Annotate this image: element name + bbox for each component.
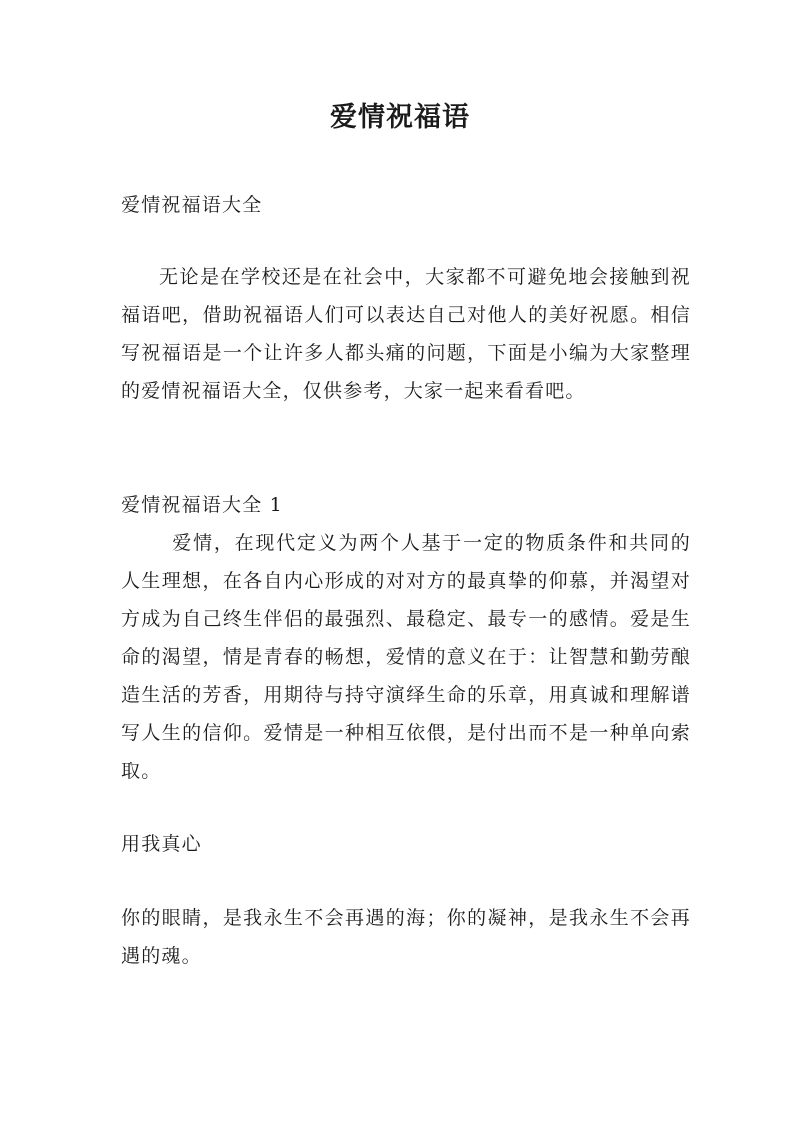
item-paragraph-1: 你的眼睛，是我永生不会再遇的海；你的凝神，是我永生不会再遇的魂。 (121, 907, 691, 967)
intro-paragraph: 无论是在学校还是在社会中，大家都不可避免地会接触到祝福语吧，借助祝福语人们可以表达自己对他人的美好祝愿。相信写祝福语是一个让许多人都头痛的问题，下面是小编为大家整理的爱情祝福语大全，仅供参考，大家一起来看看吧。 (121, 266, 691, 402)
subtitle: 爱情祝福语大全 (121, 194, 263, 216)
section-heading-1: 爱情祝福语大全 1 (121, 494, 283, 516)
section-paragraph-1: 爱情，在现代定义为两个人基于一定的物质条件和共同的人生理想，在各自内心形成的对对方的最真挚的仰慕，并渴望对方成为自己终生伴侣的最强烈、最稳定、最专一的感情。爱是生命的渴望，情是青春的畅想，爱情的意义在于：让智慧和勤劳酿造生活的芳香，用期待与持守演绎生命的乐章，用真诚和理解谱写人生的信仰。爱情是一种相互依偎，是付出而不是一种单向索取。 (121, 532, 691, 782)
item-heading-1: 用我真心 (121, 833, 202, 855)
document-title: 爱情祝福语 (330, 102, 470, 133)
